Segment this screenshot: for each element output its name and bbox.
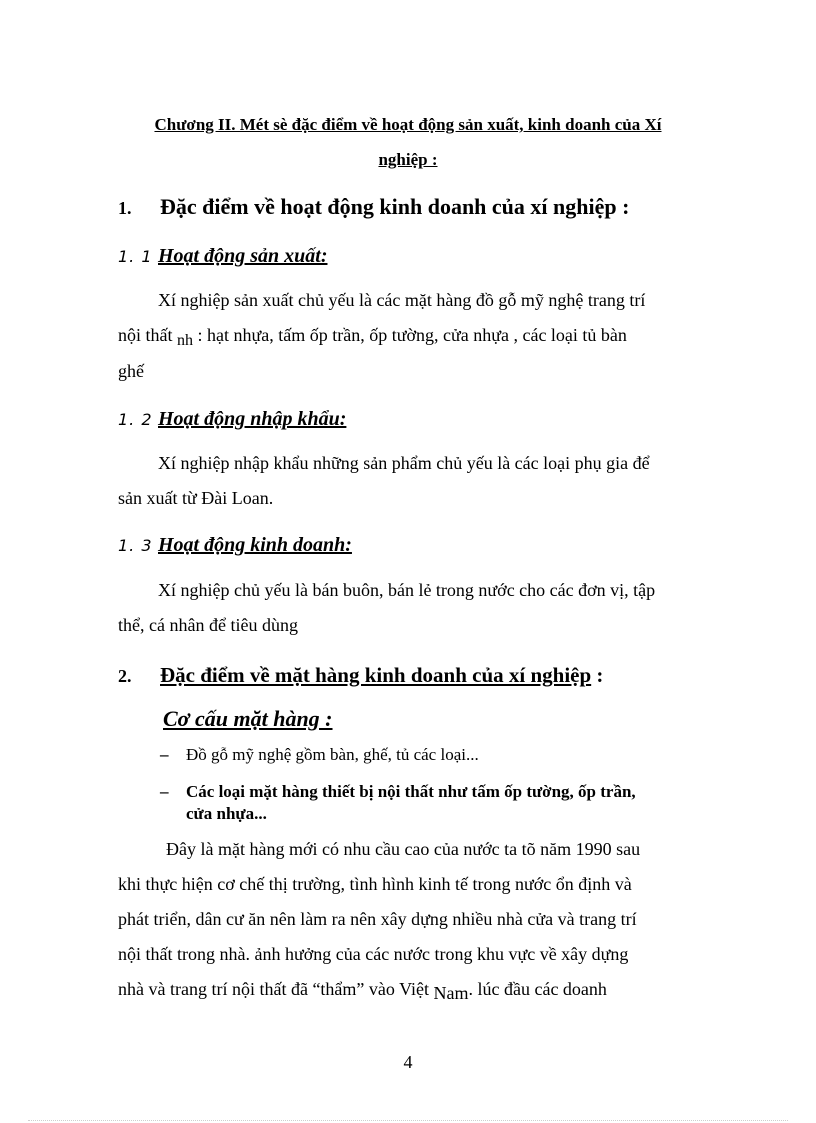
structure-subheading: Cơ cấu mặt hàng : — [163, 706, 333, 731]
page-number: 4 — [403, 1052, 413, 1072]
dash-icon: – — [160, 745, 169, 764]
paragraph-2-line5: nhà và trang trí nội thất đã “thẩm” vào Việt Nam. lúc đầu các doanh — [118, 979, 607, 1003]
subsection-1-3-number: 1. 3 — [118, 536, 153, 555]
section-2-number: 2. — [118, 666, 132, 686]
dash-icon: – — [160, 782, 169, 801]
subsection-1-3-title: Hoạt động kinh doanh: — [158, 534, 352, 556]
chapter-title-line1: Chương II. Mét sè đặc điểm về hoạt động sản xuất, kinh doanh của Xí — [154, 115, 662, 134]
section-2-title-suffix: : — [591, 663, 604, 687]
paragraph-1-2-line2: sản xuất từ Đài Loan. — [118, 488, 274, 508]
section-2-title: Đặc điểm về mặt hàng kinh doanh của xí nghiệp — [160, 663, 592, 687]
paragraph-1-3 — [118, 573, 696, 643]
section-1-heading — [118, 194, 629, 221]
page-bottom-divider — [28, 1120, 788, 1121]
subsection-1-1-number: 1. 1 — [118, 247, 153, 266]
section-1-number: 1. — [118, 198, 132, 218]
subsection-1-2-number: 1. 2 — [118, 410, 153, 429]
section-1-title: Đặc điểm về hoạt động kinh doanh của xí nghiệp : — [160, 194, 630, 219]
subsection-1-2-heading — [118, 407, 346, 432]
paragraph-2-line2: khi thực hiện cơ chế thị trường, tình hình kinh tế trong nước ổn định và — [118, 874, 632, 894]
section-2-heading — [118, 662, 603, 689]
paragraph-1-2-line1: Xí nghiệp nhập khẩu những sản phẩm chủ yếu là các loại phụ gia để — [158, 453, 650, 473]
paragraph-2 — [118, 832, 696, 1007]
paragraph-2-line4: nội thất trong nhà. ảnh hưởng của các nước trong khu vực về xây dựng — [118, 944, 629, 964]
paragraph-1-1-line3: ghế — [118, 361, 144, 381]
bullet-item-2 — [160, 781, 700, 825]
paragraph-1-1-line1: Xí nghiệp sản xuất chủ yếu là các mặt hàng đồ gỗ mỹ nghệ trang trí — [158, 290, 646, 310]
paragraph-1-2 — [118, 446, 696, 516]
paragraph-2-line3: phát triển, dân cư ăn nên làm ra nên xây dựng nhiều nhà cửa và trang trí — [118, 909, 637, 929]
paragraph-1-1-line2: nội thất nh : hạt nhựa, tấm ốp trần, ốp tường, cửa nhựa , các loại tủ bàn — [118, 325, 627, 349]
paragraph-1-3-line2: thể, cá nhân để tiêu dùng — [118, 615, 298, 635]
bullet-item-1-text: Đồ gỗ mỹ nghệ gồm bàn, ghế, tủ các loại... — [186, 745, 479, 764]
bullet-item-2-text-line1: Các loại mặt hàng thiết bị nội thất như tấm ốp tường, ốp trần, — [186, 782, 636, 801]
paragraph-1-1 — [118, 283, 696, 389]
subsection-1-1-title: Hoạt động sản xuất: — [158, 245, 328, 267]
paragraph-2-line1: Đây là mặt hàng mới có nhu cầu cao của nước ta tõ năm 1990 sau — [166, 839, 641, 859]
bullet-item-2-text-line2: cửa nhựa... — [186, 804, 267, 823]
subsection-1-2-title: Hoạt động nhập khẩu: — [158, 408, 347, 430]
subsection-1-3-heading — [118, 533, 352, 558]
bullet-item-1 — [160, 744, 700, 766]
chapter-title-line2: nghiệp : — [378, 150, 438, 169]
paragraph-1-3-line1: Xí nghiệp chủ yếu là bán buôn, bán lẻ trong nước cho các đơn vị, tập — [158, 580, 656, 600]
subsection-1-1-heading — [118, 244, 327, 269]
